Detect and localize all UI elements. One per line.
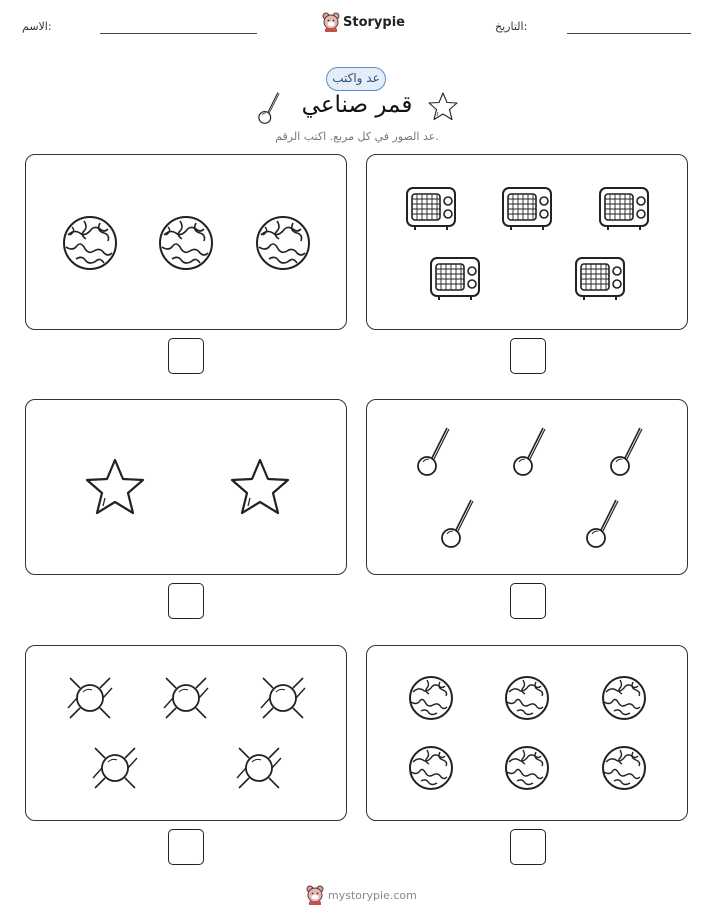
activity-badge: عد واكتب [326, 67, 386, 91]
instructions: عد الصور في كل مربع. اكتب الرقم. [275, 130, 439, 143]
earth-icon [603, 747, 645, 789]
star-icon [87, 460, 143, 513]
satellite-icon [93, 748, 137, 788]
magnifier-icon [418, 428, 449, 475]
bear-icon [322, 12, 340, 32]
earth-icon [603, 677, 645, 719]
satellite-icon [68, 678, 112, 718]
earth-icon [257, 217, 309, 269]
radio-icon [407, 188, 455, 230]
footer [306, 885, 417, 905]
earth-icon [506, 747, 548, 789]
brand-logo [322, 12, 405, 32]
count-panel-earth-6 [366, 645, 688, 821]
satellite-icon [237, 748, 281, 788]
satellite-icon [261, 678, 305, 718]
date-field[interactable] [567, 33, 691, 34]
radio-icon [576, 258, 624, 300]
answer-box[interactable] [168, 829, 204, 865]
satellite-icon [164, 678, 208, 718]
earth-icon [160, 217, 212, 269]
count-panel-satellite-5 [25, 645, 347, 821]
radio-icon [503, 188, 551, 230]
star-icon [428, 92, 458, 122]
count-panel-earth-3 [25, 154, 347, 330]
magnifier-icon [258, 90, 282, 124]
radio-icon [431, 258, 479, 300]
answer-box[interactable] [510, 338, 546, 374]
answer-box[interactable] [510, 829, 546, 865]
brand-name: Storypie [343, 14, 405, 30]
answer-box[interactable] [510, 583, 546, 619]
earth-icon [64, 217, 116, 269]
answer-box[interactable] [168, 583, 204, 619]
magnifier-icon [611, 428, 642, 475]
name-label: الاسم: [22, 20, 52, 33]
earth-icon [410, 747, 452, 789]
bear-icon [306, 885, 324, 905]
worksheet-title: قمر صناعي [301, 92, 413, 118]
star-icon [232, 460, 288, 513]
earth-icon [506, 677, 548, 719]
radio-icon [600, 188, 648, 230]
earth-icon [410, 677, 452, 719]
footer-url[interactable]: mystorypie.com [328, 888, 417, 902]
count-panel-radio-5 [366, 154, 688, 330]
count-panel-magnifier-5 [366, 399, 688, 575]
magnifier-icon [442, 500, 473, 547]
count-panel-star-2 [25, 399, 347, 575]
date-label: التاريخ: [495, 20, 528, 33]
name-field[interactable] [100, 33, 257, 34]
magnifier-icon [514, 428, 545, 475]
magnifier-icon [587, 500, 618, 547]
answer-box[interactable] [168, 338, 204, 374]
